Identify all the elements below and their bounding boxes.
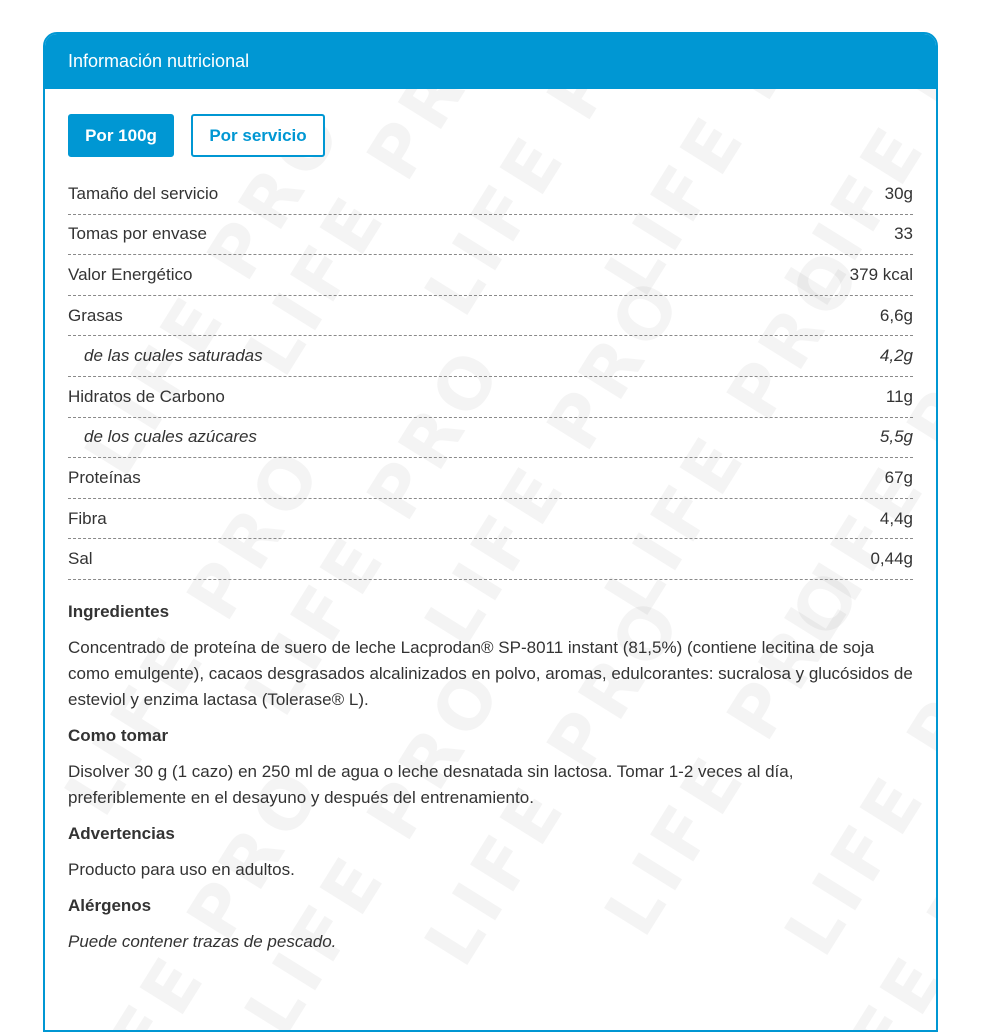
- panel-title: Información nutricional: [68, 51, 250, 71]
- nutrition-panel: [43, 32, 938, 1032]
- nutrient-value: 6,6g: [879, 305, 913, 325]
- allergens-heading: Alérgenos: [68, 896, 152, 915]
- nutrient-label: de las cuales saturadas: [84, 346, 263, 366]
- nutrition-row: [68, 215, 913, 256]
- nutrient-label: Valor Energético: [68, 264, 193, 284]
- nutrient-value: 0,44g: [870, 549, 913, 569]
- nutrition-table: [68, 174, 913, 580]
- per-serving-button[interactable]: Por servicio: [191, 114, 325, 157]
- nutrient-value: 5,5g: [879, 427, 913, 447]
- nutrient-value: 4,2g: [879, 346, 913, 366]
- allergens-section: [68, 893, 913, 955]
- nutrient-value: 4,4g: [879, 508, 913, 528]
- nutrition-row: [68, 296, 913, 337]
- nutrition-subrow: [68, 336, 913, 377]
- product-info: [68, 599, 913, 955]
- nutrient-value: 30g: [884, 183, 913, 203]
- nutrient-value: 67g: [884, 467, 913, 487]
- nutrition-row: [68, 174, 913, 215]
- nutrition-subrow: [68, 418, 913, 459]
- nutrient-value: 379 kcal: [849, 264, 913, 284]
- nutrient-value: 33: [894, 224, 913, 244]
- nutrition-row: [68, 377, 913, 418]
- nutrient-label: de los cuales azúcares: [84, 427, 257, 447]
- warnings-section: [68, 821, 913, 883]
- nutrient-label: Fibra: [68, 508, 107, 528]
- nutrient-label: Proteínas: [68, 467, 141, 487]
- nutrition-row: [68, 255, 913, 296]
- nutrient-label: Tomas por envase: [68, 224, 207, 244]
- allergens-text: Puede contener trazas de pescado.: [68, 932, 337, 951]
- nutrient-value: 11g: [885, 386, 913, 406]
- how-to-take-section: [68, 723, 913, 811]
- how-to-take-text: Disolver 30 g (1 cazo) en 250 ml de agua o leche desnatada sin lactosa. Tomar 1-2 veces al día, preferiblemente en el desayuno y después del entrenamiento.: [68, 762, 794, 807]
- nutrition-row: [68, 539, 913, 580]
- ingredients-text: Concentrado de proteína de suero de leche Lacprodan® SP-8011 instant (81,5%) (contiene lecitina de soja como emulgente), cacaos desgrasados alcalinizados en polvo, aromas, edulcorantes: sucralosa y glucósidos de esteviol y enzima lactasa (Tolerase® L).: [68, 638, 913, 709]
- nutrition-row: [68, 458, 913, 499]
- nutrient-label: Grasas: [68, 305, 123, 325]
- nutrient-label: Hidratos de Carbono: [68, 386, 225, 406]
- per-100g-button[interactable]: Por 100g: [68, 114, 174, 157]
- nutrition-row: [68, 499, 913, 540]
- warnings-heading: Advertencias: [68, 824, 175, 843]
- how-to-take-heading: Como tomar: [68, 726, 169, 745]
- ingredients-section: [68, 599, 913, 713]
- nutrient-label: Tamaño del servicio: [68, 183, 219, 203]
- ingredients-heading: Ingredientes: [68, 602, 170, 621]
- panel-header: [45, 34, 936, 89]
- nutrient-label: Sal: [68, 549, 93, 569]
- warnings-text: Producto para uso en adultos.: [68, 860, 295, 879]
